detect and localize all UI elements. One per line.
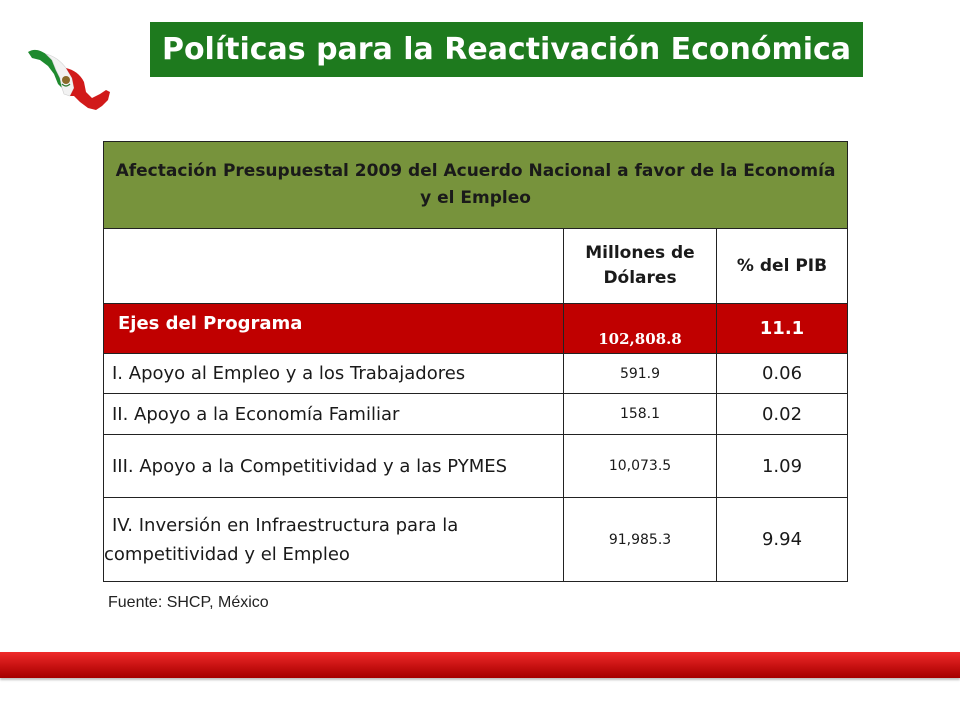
row-pct: 0.02 <box>717 394 848 435</box>
row-usd: 158.1 <box>564 394 717 435</box>
column-header-pct: % del PIB <box>717 229 848 304</box>
slide-title-text: Políticas para la Reactivación Económica <box>161 32 852 67</box>
total-row-usd: 102,808.8 <box>564 304 717 354</box>
bottom-red-band <box>0 652 960 678</box>
table-row <box>104 394 848 435</box>
table-row <box>104 435 848 498</box>
table-row <box>104 498 848 582</box>
table-row <box>104 354 848 394</box>
total-row-label: Ejes del Programa <box>104 304 564 354</box>
row-pct: 9.94 <box>717 498 848 582</box>
column-header-usd: Millones de Dólares <box>564 229 717 304</box>
total-row-pct: 11.1 <box>717 304 848 354</box>
row-label: I. Apoyo al Empleo y a los Trabajadores <box>104 354 564 394</box>
row-pct: 1.09 <box>717 435 848 498</box>
row-label: II. Apoyo a la Economía Familiar <box>104 394 564 435</box>
row-label: IV. Inversión en Infraestructura para la competitividad y el Empleo <box>104 498 564 582</box>
table-title: Afectación Presupuestal 2009 del Acuerdo Nacional a favor de la Economía y el Empleo <box>104 142 848 229</box>
slide-title <box>150 22 863 77</box>
column-header-row <box>104 229 848 304</box>
column-header-label <box>104 229 564 304</box>
row-usd: 10,073.5 <box>564 435 717 498</box>
row-usd: 91,985.3 <box>564 498 717 582</box>
row-pct: 0.06 <box>717 354 848 394</box>
row-label: III. Apoyo a la Competitividad y a las PYMES <box>104 435 564 498</box>
row-usd: 591.9 <box>564 354 717 394</box>
mexico-map-flag-icon <box>26 44 112 114</box>
source-note: Fuente: SHCP, México <box>108 594 269 611</box>
budget-table <box>103 141 848 582</box>
total-row <box>104 304 848 354</box>
